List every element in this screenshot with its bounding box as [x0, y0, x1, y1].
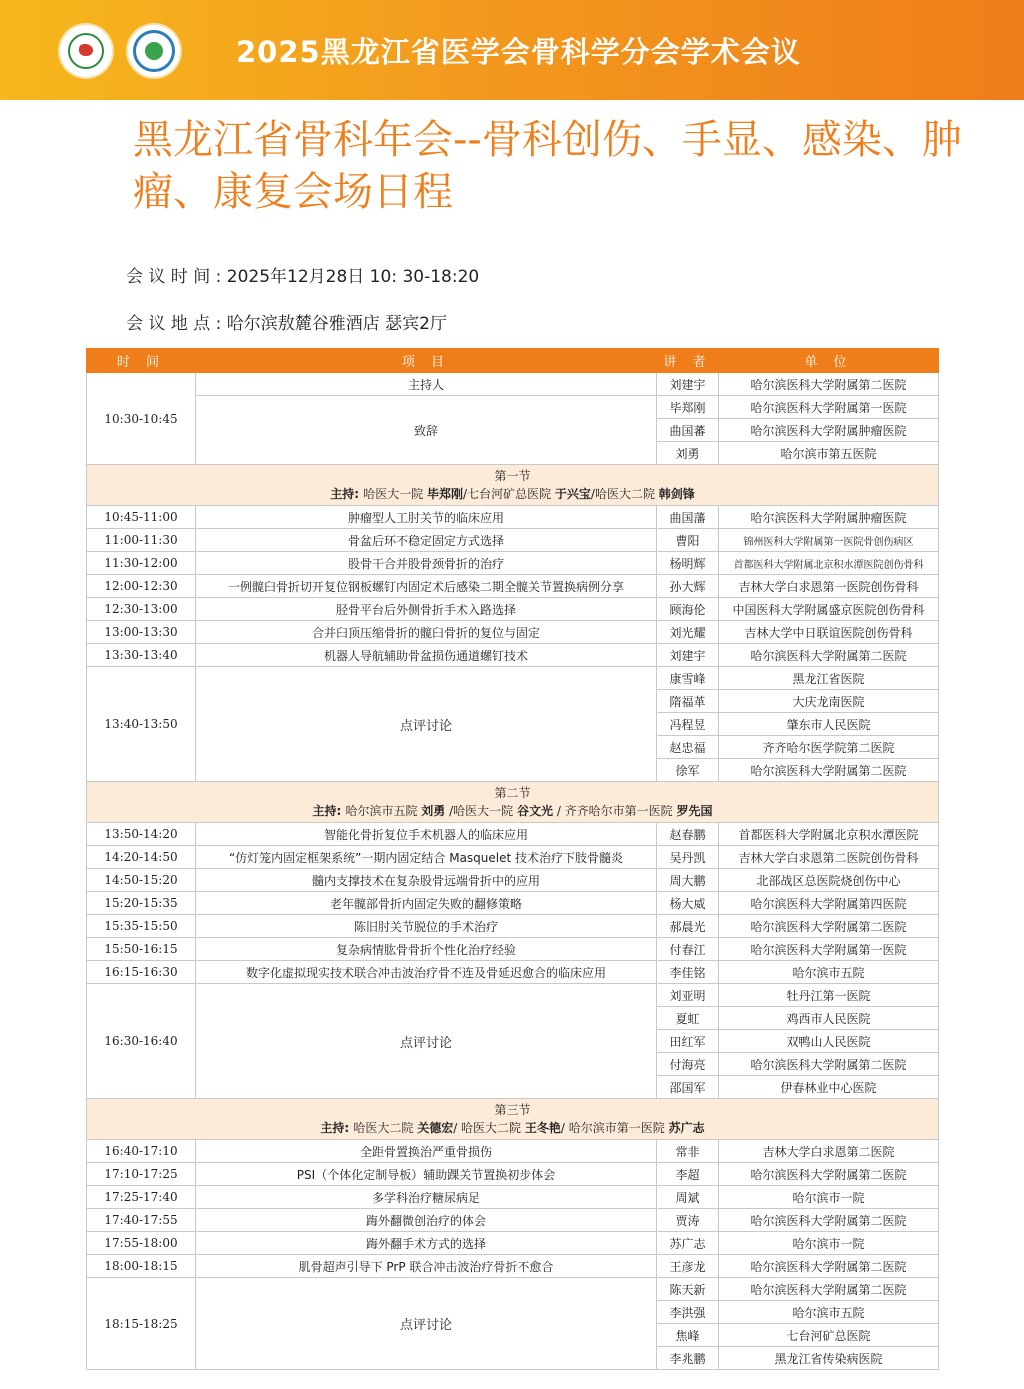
section-hosts: [89, 1119, 936, 1137]
table-row: [87, 644, 939, 667]
host-affiliation: 哈医大二院: [353, 1121, 418, 1135]
discussion-speaker: 刘亚明: [657, 984, 719, 1007]
talk-topic: 胫骨平台后外侧骨折手术入路选择: [196, 598, 657, 621]
table-row: [87, 1140, 939, 1163]
meeting-place-label: 会 议 地 点 :: [126, 314, 227, 334]
discussion-unit: 肇东市人民医院: [719, 713, 939, 736]
talk-speaker: 李超: [657, 1163, 719, 1186]
discussion-topic: 点评讨论: [196, 1278, 657, 1370]
host-affiliation: / 齐齐哈尔市第一医院: [553, 804, 677, 818]
host-affiliation: 哈尔滨市五院: [345, 804, 422, 818]
opening-time: 10:30-10:45: [87, 373, 196, 465]
talk-time: 13:50-14:20: [87, 823, 196, 846]
section-hosts: [89, 802, 936, 820]
talk-time: 17:10-17:25: [87, 1163, 196, 1186]
talk-unit: 哈尔滨医科大学附属第二医院: [719, 915, 939, 938]
table-row: [87, 396, 939, 419]
talk-speaker: 周大鹏: [657, 869, 719, 892]
association-logo-icon: [128, 25, 180, 77]
table-row: [87, 575, 939, 598]
talk-time: 10:45-11:00: [87, 506, 196, 529]
talk-speaker: 刘光耀: [657, 621, 719, 644]
talk-time: 13:30-13:40: [87, 644, 196, 667]
talk-time: 17:55-18:00: [87, 1232, 196, 1255]
table-row: [87, 552, 939, 575]
table-row: [87, 529, 939, 552]
discussion-speaker: 李洪强: [657, 1301, 719, 1324]
discussion-speaker: 焦峰: [657, 1324, 719, 1347]
talk-speaker: 郝晨光: [657, 915, 719, 938]
section-name: 第三节: [494, 1103, 531, 1117]
talk-time: 13:00-13:30: [87, 621, 196, 644]
discussion-topic: 点评讨论: [196, 667, 657, 782]
host-name: 王冬艳: [524, 1121, 561, 1135]
talk-speaker: 李佳铭: [657, 961, 719, 984]
talk-time: 17:40-17:55: [87, 1209, 196, 1232]
discussion-unit: 哈尔滨市五院: [719, 1301, 939, 1324]
talk-unit: 哈尔滨医科大学附属第二医院: [719, 1209, 939, 1232]
host-name: 韩剑锋: [658, 487, 695, 501]
section-header-row: [87, 465, 939, 506]
header-time: 时 间: [87, 349, 196, 373]
talk-topic: 肿瘤型人工肘关节的临床应用: [196, 506, 657, 529]
opening-host-speaker: 刘建宇: [657, 373, 719, 396]
discussion-time: 13:40-13:50: [87, 667, 196, 782]
talk-speaker: 王彦龙: [657, 1255, 719, 1278]
table-row: [87, 984, 939, 1007]
section-host-prefix: 主持:: [312, 804, 346, 818]
talk-unit: 哈尔滨医科大学附属肿瘤医院: [719, 506, 939, 529]
talk-time: 11:30-12:00: [87, 552, 196, 575]
talk-time: 12:30-13:00: [87, 598, 196, 621]
section-header-row: [87, 1099, 939, 1140]
schedule-body: [87, 373, 939, 1370]
speech-unit: 哈尔滨医科大学附属肿瘤医院: [719, 419, 939, 442]
host-affiliation: /七台河矿总医院: [463, 487, 555, 501]
talk-time: 18:00-18:15: [87, 1255, 196, 1278]
talk-unit: 锦州医科大学附属第一医院骨创伤病区: [719, 529, 939, 552]
discussion-unit: 哈尔滨医科大学附属第二医院: [719, 1053, 939, 1076]
table-row: [87, 892, 939, 915]
discussion-time: 18:15-18:25: [87, 1278, 196, 1370]
talk-unit: 吉林大学白求恩第一医院创伤骨科: [719, 575, 939, 598]
talk-speaker: 曹阳: [657, 529, 719, 552]
talk-unit: 北部战区总医院烧创伤中心: [719, 869, 939, 892]
header-banner: [0, 0, 1024, 100]
talk-time: 12:00-12:30: [87, 575, 196, 598]
talk-topic: 一例髋臼骨折切开复位钢板螺钉内固定术后感染二期全髋关节置换病例分享: [196, 575, 657, 598]
talk-speaker: 吴丹凯: [657, 846, 719, 869]
host-affiliation: 哈医大一院: [363, 487, 428, 501]
section-header: [87, 465, 939, 506]
speech-speaker: 曲国蕃: [657, 419, 719, 442]
talk-speaker: 孙大辉: [657, 575, 719, 598]
talk-topic: 合并臼顶压缩骨折的髋臼骨折的复位与固定: [196, 621, 657, 644]
talk-topic: 多学科治疗糖尿病足: [196, 1186, 657, 1209]
table-row: [87, 846, 939, 869]
section-name: 第二节: [494, 786, 531, 800]
meeting-time-label: 会 议 时 间 :: [126, 267, 227, 287]
host-name: 毕郑刚: [427, 487, 464, 501]
table-row: [87, 915, 939, 938]
talk-unit: 哈尔滨医科大学附属第一医院: [719, 938, 939, 961]
talk-speaker: 常非: [657, 1140, 719, 1163]
talk-unit: 哈尔滨市一院: [719, 1232, 939, 1255]
host-name: 谷文光: [516, 804, 553, 818]
talk-speaker: 付春江: [657, 938, 719, 961]
talk-unit: 吉林大学白求恩第二医院: [719, 1140, 939, 1163]
discussion-time: 16:30-16:40: [87, 984, 196, 1099]
talk-time: 16:40-17:10: [87, 1140, 196, 1163]
talk-unit: 首都医科大学附属北京积水潭医院: [719, 823, 939, 846]
speech-unit: 哈尔滨医科大学附属第一医院: [719, 396, 939, 419]
talk-time: 15:35-15:50: [87, 915, 196, 938]
discussion-speaker: 田红军: [657, 1030, 719, 1053]
talk-unit: 哈尔滨医科大学附属第二医院: [719, 644, 939, 667]
host-name: 苏广志: [668, 1121, 705, 1135]
table-row: [87, 1209, 939, 1232]
speech-speaker: 毕郑刚: [657, 396, 719, 419]
talk-topic: PSI（个体化定制导板）辅助踝关节置换初步体会: [196, 1163, 657, 1186]
discussion-speaker: 冯程昱: [657, 713, 719, 736]
section-hosts: [89, 485, 936, 503]
discussion-speaker: 付海亮: [657, 1053, 719, 1076]
talk-topic: 机器人导航辅助骨盆损伤通道螺钉技术: [196, 644, 657, 667]
talk-time: 14:20-14:50: [87, 846, 196, 869]
discussion-unit: 牡丹江第一医院: [719, 984, 939, 1007]
host-name: 刘勇: [421, 804, 446, 818]
table-row: [87, 373, 939, 396]
discussion-speaker: 陈天新: [657, 1278, 719, 1301]
talk-speaker: 顾海伦: [657, 598, 719, 621]
talk-topic: 数字化虚拟现实技术联合冲击波治疗骨不连及骨延迟愈合的临床应用: [196, 961, 657, 984]
talk-unit: 哈尔滨市五院: [719, 961, 939, 984]
talk-speaker: 赵春鹏: [657, 823, 719, 846]
talk-unit: 哈尔滨医科大学附属第四医院: [719, 892, 939, 915]
table-row: [87, 1232, 939, 1255]
discussion-unit: 哈尔滨医科大学附属第二医院: [719, 1278, 939, 1301]
talk-unit: 哈尔滨医科大学附属第二医院: [719, 1255, 939, 1278]
talk-speaker: 杨明辉: [657, 552, 719, 575]
talk-unit: 吉林大学白求恩第二医院创伤骨科: [719, 846, 939, 869]
talk-topic: 智能化骨折复位手术机器人的临床应用: [196, 823, 657, 846]
discussion-speaker: 隋福革: [657, 690, 719, 713]
section-header-row: [87, 782, 939, 823]
table-row: [87, 869, 939, 892]
talk-unit: 哈尔滨市一院: [719, 1186, 939, 1209]
talk-time: 17:25-17:40: [87, 1186, 196, 1209]
table-row: [87, 1186, 939, 1209]
table-row: [87, 1278, 939, 1301]
host-affiliation: / 哈医大二院: [453, 1121, 525, 1135]
host-name: 罗先国: [676, 804, 713, 818]
talk-topic: 肌骨超声引导下 PrP 联合冲击波治疗骨折不愈合: [196, 1255, 657, 1278]
discussion-speaker: 邵国军: [657, 1076, 719, 1099]
discussion-speaker: 夏虹: [657, 1007, 719, 1030]
talk-time: 14:50-15:20: [87, 869, 196, 892]
discussion-unit: 伊春林业中心医院: [719, 1076, 939, 1099]
talk-time: 11:00-11:30: [87, 529, 196, 552]
host-name: 关德宏: [417, 1121, 454, 1135]
header-topic: 项 目: [196, 349, 657, 373]
talk-topic: 骨盆后环不稳定固定方式选择: [196, 529, 657, 552]
talk-speaker: 贾涛: [657, 1209, 719, 1232]
opening-host-label: 主持人: [196, 373, 657, 396]
talk-speaker: 杨大威: [657, 892, 719, 915]
talk-topic: 股骨干合并股骨颈骨折的治疗: [196, 552, 657, 575]
talk-speaker: 刘建宇: [657, 644, 719, 667]
opening-speech-label: 致辞: [196, 396, 657, 465]
opening-host-unit: 哈尔滨医科大学附属第二医院: [719, 373, 939, 396]
discussion-unit: 大庆龙南医院: [719, 690, 939, 713]
talk-unit: 首都医科大学附属北京积水潭医院创伤骨科: [719, 552, 939, 575]
society-logo-icon: [60, 25, 112, 77]
host-name: 于兴宝: [554, 487, 591, 501]
talk-topic: 踇外翻微创治疗的体会: [196, 1209, 657, 1232]
discussion-unit: 双鸭山人民医院: [719, 1030, 939, 1053]
table-row: [87, 621, 939, 644]
talk-time: 15:20-15:35: [87, 892, 196, 915]
talk-unit: 哈尔滨医科大学附属第二医院: [719, 1163, 939, 1186]
discussion-unit: 黑龙江省传染病医院: [719, 1347, 939, 1370]
schedule-table: [86, 348, 939, 1370]
table-row: [87, 598, 939, 621]
talk-topic: 复杂病情肱骨骨折个性化治疗经验: [196, 938, 657, 961]
talk-topic: “仿灯笼内固定框架系统”一期内固定结合 Masquelet 技术治疗下肢骨髓炎: [196, 846, 657, 869]
section-host-prefix: 主持:: [320, 1121, 354, 1135]
table-row: [87, 1255, 939, 1278]
host-affiliation: /哈医大二院: [590, 487, 659, 501]
table-row: [87, 506, 939, 529]
page-title: 黑龙江省骨科年会--骨科创伤、手显、感染、肿瘤、康复会场日程: [133, 117, 962, 215]
talk-topic: 全距骨置换治严重骨损伤: [196, 1140, 657, 1163]
table-row: [87, 1163, 939, 1186]
talk-speaker: 曲国藩: [657, 506, 719, 529]
discussion-unit: 七台河矿总医院: [719, 1324, 939, 1347]
table-row: [87, 667, 939, 690]
talk-topic: 陈旧肘关节脱位的手术治疗: [196, 915, 657, 938]
speech-unit: 哈尔滨市第五医院: [719, 442, 939, 465]
discussion-speaker: 徐军: [657, 759, 719, 782]
discussion-unit: 齐齐哈尔医学院第二医院: [719, 736, 939, 759]
section-header: [87, 1099, 939, 1140]
table-row: [87, 938, 939, 961]
host-affiliation: /哈医大一院: [445, 804, 517, 818]
talk-topic: 老年髋部骨折内固定失败的翻修策略: [196, 892, 657, 915]
meeting-time-value: 2025年12月28日 10: 30-18:20: [226, 267, 480, 287]
meeting-place: [126, 309, 447, 334]
section-name: 第一节: [494, 469, 531, 483]
discussion-speaker: 赵忠福: [657, 736, 719, 759]
section-header: [87, 782, 939, 823]
talk-speaker: 苏广志: [657, 1232, 719, 1255]
discussion-unit: 哈尔滨医科大学附属第二医院: [719, 759, 939, 782]
talk-unit: 吉林大学中日联谊医院创伤骨科: [719, 621, 939, 644]
talk-topic: 髓内支撑技术在复杂股骨远端骨折中的应用: [196, 869, 657, 892]
table-row: [87, 823, 939, 846]
discussion-speaker: 康雪峰: [657, 667, 719, 690]
talk-time: 15:50-16:15: [87, 938, 196, 961]
banner-title: 2025黑龙江省医学会骨科学分会学术会议: [236, 35, 801, 69]
talk-time: 16:15-16:30: [87, 961, 196, 984]
discussion-topic: 点评讨论: [196, 984, 657, 1099]
talk-speaker: 周斌: [657, 1186, 719, 1209]
speech-speaker: 刘勇: [657, 442, 719, 465]
table-header-row: [87, 349, 939, 373]
header-speaker: 讲 者: [657, 349, 719, 373]
table-row: [87, 961, 939, 984]
talk-unit: 中国医科大学附属盛京医院创伤骨科: [719, 598, 939, 621]
talk-topic: 踇外翻手术方式的选择: [196, 1232, 657, 1255]
discussion-unit: 鸡西市人民医院: [719, 1007, 939, 1030]
section-host-prefix: 主持:: [330, 487, 364, 501]
header-unit: 单 位: [719, 349, 939, 373]
discussion-speaker: 李兆鹏: [657, 1347, 719, 1370]
meeting-time: [126, 262, 479, 287]
host-affiliation: / 哈尔滨市第一医院: [560, 1121, 669, 1135]
meeting-place-value: 哈尔滨敖麓谷雅酒店 瑟宾2厅: [226, 314, 447, 334]
discussion-unit: 黑龙江省医院: [719, 667, 939, 690]
